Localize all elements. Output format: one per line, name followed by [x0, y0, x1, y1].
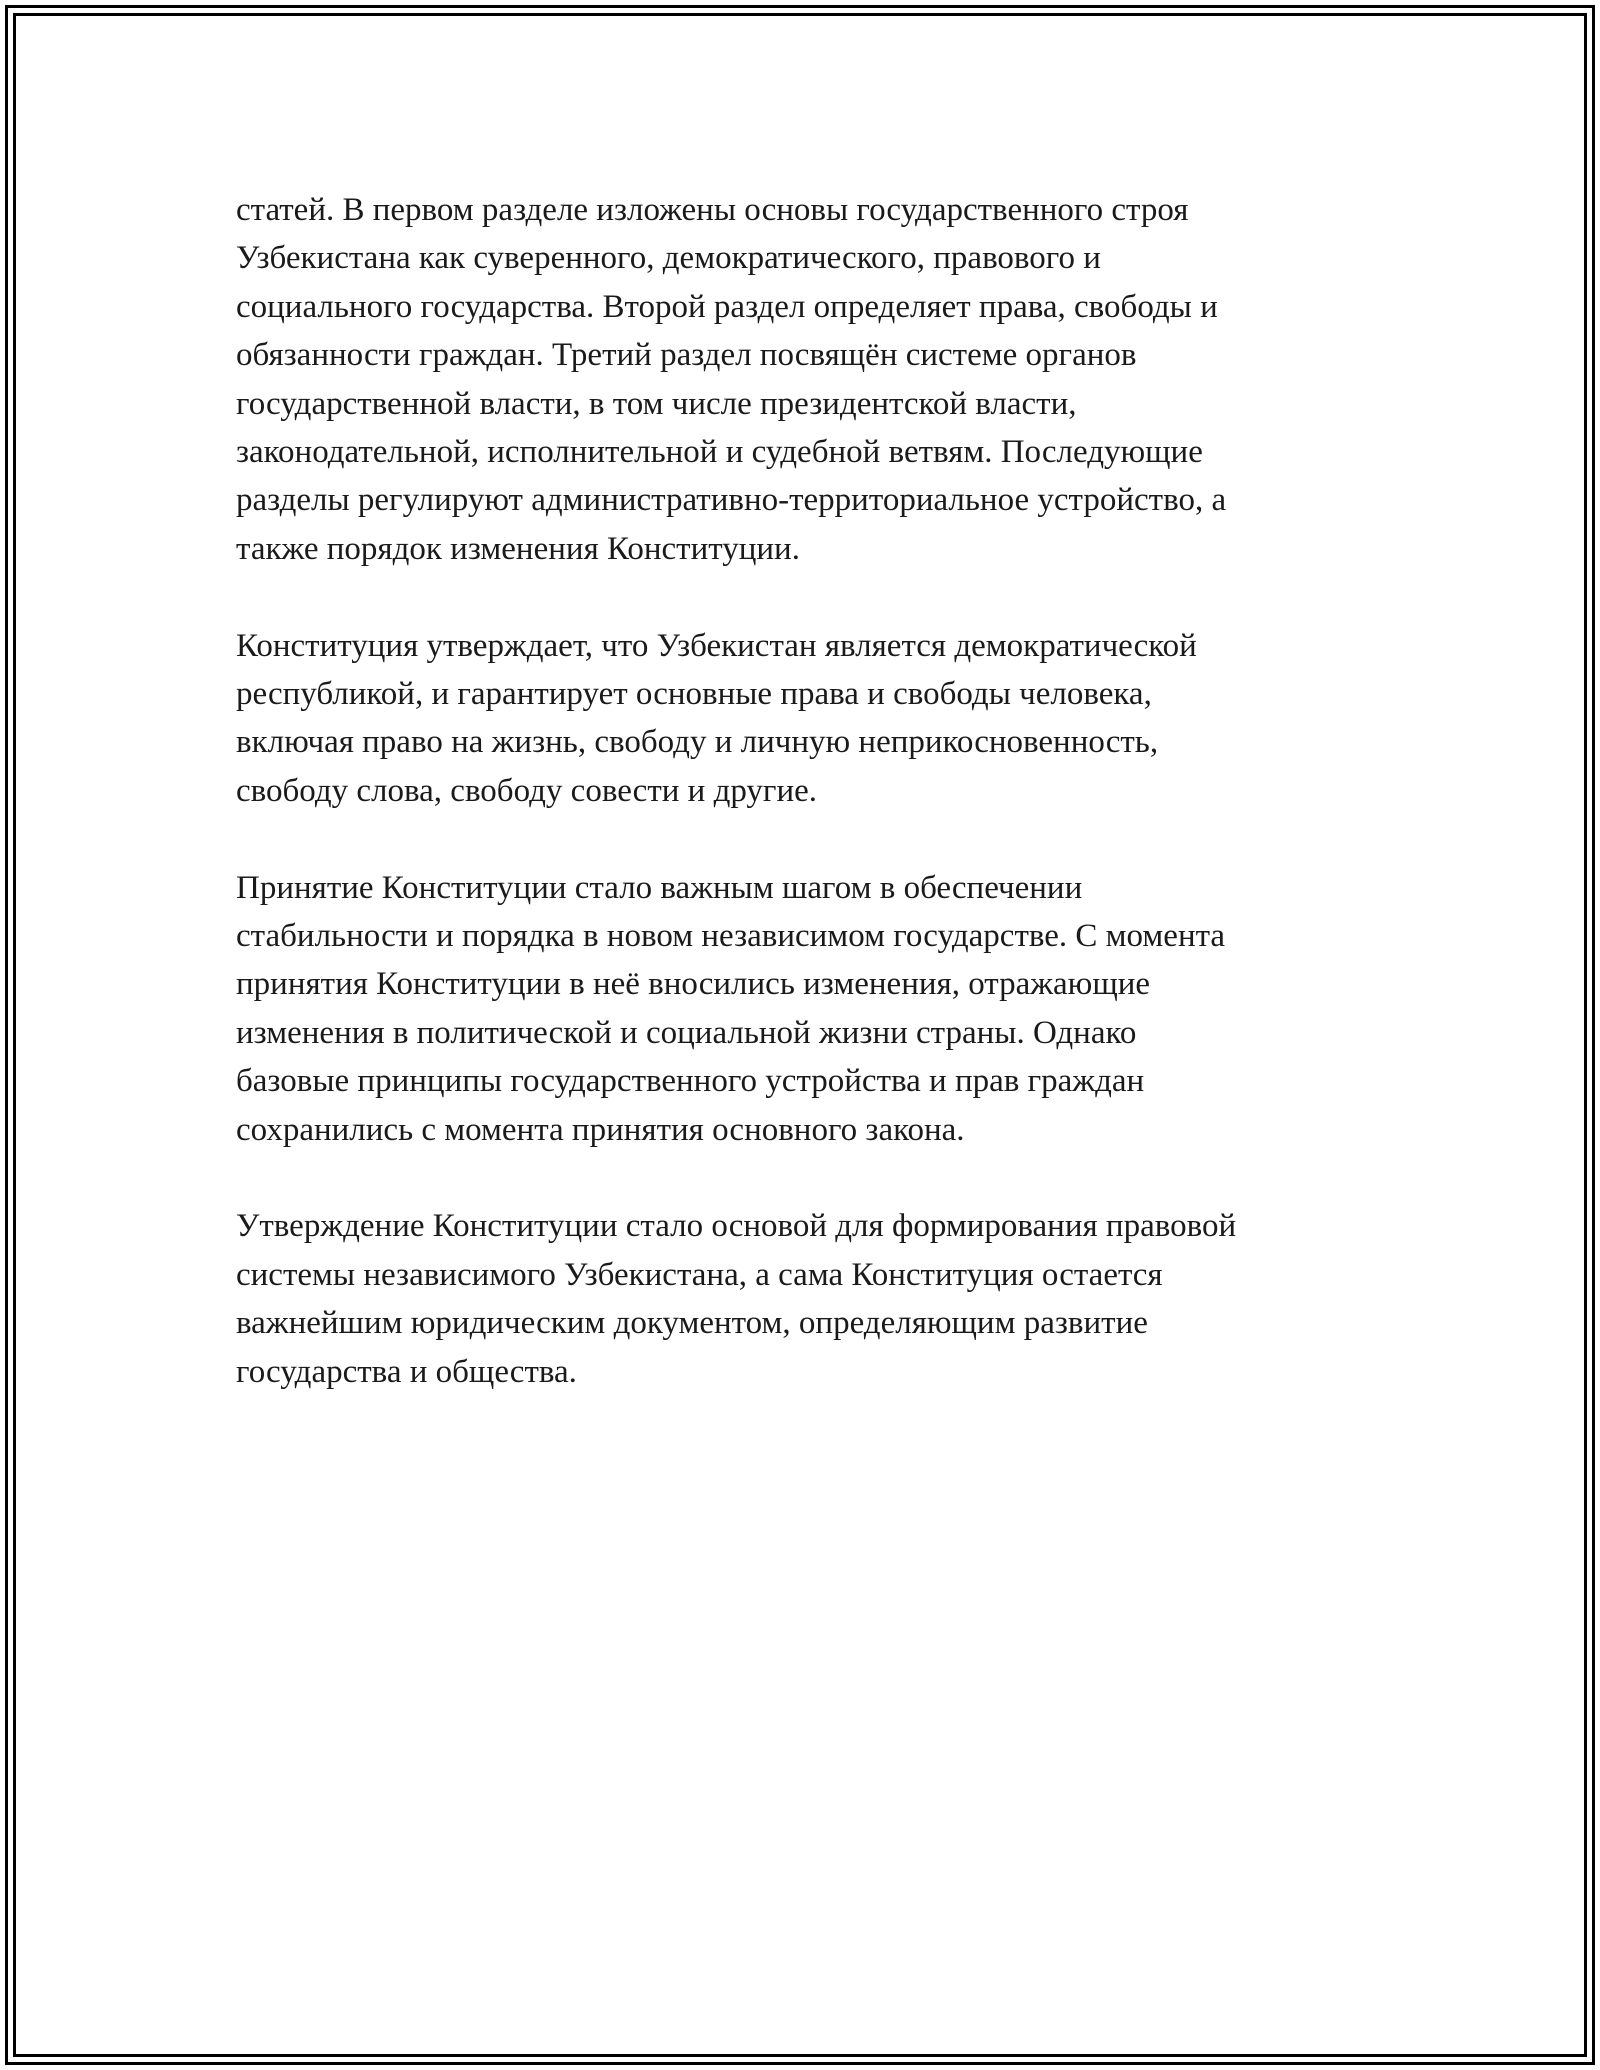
- document-body: [236, 186, 1386, 1445]
- paragraph-2: Конституция утверждает, что Узбекистан является демократической республикой, и гарантирует основные права и свободы человека, включая право на жизнь, свободу и личную неприкосновенность, свободу слова, свободу совести и другие.: [236, 627, 1197, 809]
- paragraph-4: Утверждение Конституции стало основой для формирования правовой системы независимого Узбекистана, а сама Конституция остается важнейшим юридическим документом, определяющим развитие государства и общества.: [236, 1208, 1237, 1390]
- paragraph-3: Принятие Конституции стало важным шагом в обеспечении стабильности и порядка в новом независимом государстве. С момента принятия Конституции в неё вносились изменения, отражающие изменения в политической и социальной жизни страны. Однако базовые принципы государственного устройства и прав граждан сохранились с момента принятия основного закона.: [236, 869, 1226, 1148]
- paragraph-1: статей. В первом разделе изложены основы государственного строя Узбекистана как суверенного, демократического, правового и социального государства. Второй раздел определяет права, свободы и обязанности граждан. Третий раздел посвящён системе органов государственной власти, в том числе президентской власти, законодательной, исполнительной и судебной ветвям. Последующие разделы регулируют административно-территориальное устройство, а также порядок изменения Конституции.: [236, 192, 1227, 567]
